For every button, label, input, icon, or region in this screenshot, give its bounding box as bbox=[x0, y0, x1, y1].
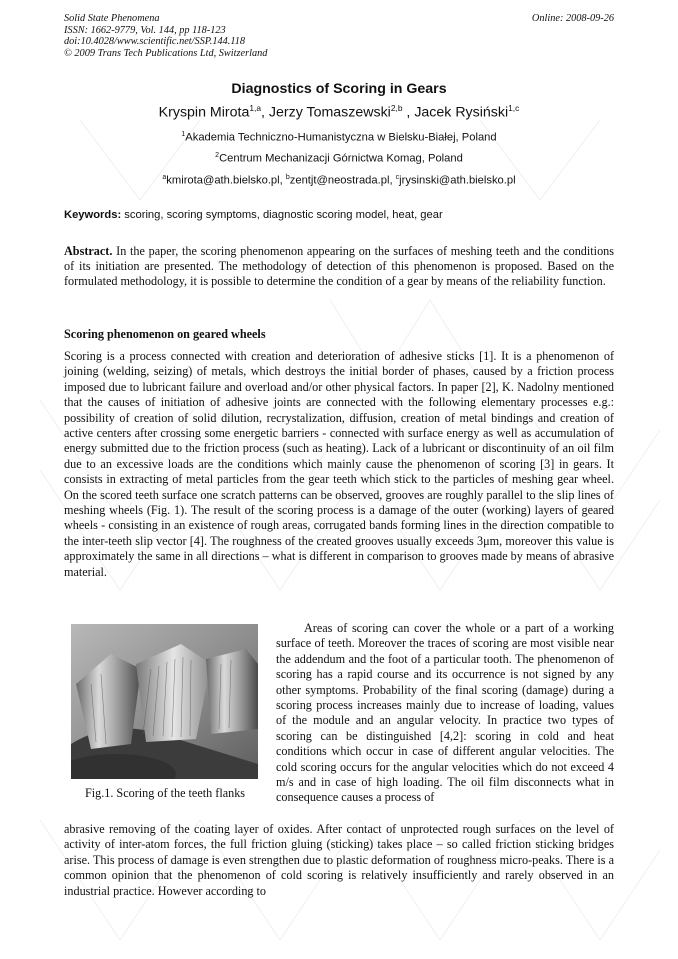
body-paragraph-2: Areas of scoring can cover the whole or a part of a working surface of teeth. Moreover the traces of scoring are most visible near the addendum and the foot of a particular tooth. The phenomenon of scoring has a rapid course and its occurrence is not signed by any other symptoms. Probability of the final scoring (damage) during a scoring process increases mainly due to increase of loading, values of the module and an angular velocity. In practice two types of scoring can be distinguished [4,2]: scoring in cold and heat conditions which occur in case of different angular velocities. The cold scoring occurs for the angular velocities which do not exceed 4 m/s and in case of high loading. The oil film disconnects what in consequence causes a process of bbox=[276, 621, 614, 805]
section-heading: Scoring phenomenon on geared wheels bbox=[64, 327, 266, 341]
journal-copyright: © 2009 Trans Tech Publications Ltd, Switzerland bbox=[64, 47, 268, 59]
email-superscript: b bbox=[285, 174, 290, 181]
author-superscript: 1,a bbox=[249, 103, 261, 113]
online-date: Online: 2008-09-26 bbox=[531, 13, 614, 24]
keywords-label: Keywords: bbox=[64, 209, 122, 221]
abstract-text: In the paper, the scoring phenomenon appearing on the surfaces of meshing teeth and the conditions of its initiation are presented. The methodology of detection of this phenomenon is proposed. Based on the formulated methodology, it is possible to determine the condition of a gear by means of the reliability function. bbox=[64, 244, 614, 289]
affiliation-superscript: 1 bbox=[181, 131, 186, 138]
affiliation-1 bbox=[64, 131, 614, 144]
author-separator: , bbox=[402, 104, 415, 121]
author-name: Jacek Rysiński bbox=[414, 104, 509, 121]
author-name: Kryspin Mirota bbox=[158, 104, 250, 121]
author-superscript: 2,b bbox=[390, 103, 403, 113]
figure-gear-photo bbox=[71, 624, 258, 779]
email-superscript: c bbox=[395, 174, 400, 181]
email-address[interactable]: kmirota@ath.bielsko.pl bbox=[166, 174, 280, 187]
affiliation-text: Akademia Techniczno-Humanistyczna w Bielsku-Białej, Poland bbox=[185, 131, 497, 144]
email-superscript: a bbox=[162, 174, 167, 181]
body-paragraph-3: abrasive removing of the coating layer of oxides. After contact of unprotected rough surfaces on the level of activity of inter-atom forces, the full friction gluing (sticking) takes place – so called friction sticking bridges arise. This process of damage is even strengthen due to plastic deformation of roughness micro-peaks. There is a common opinion that the phenomenon of cold scoring is relatively insufficiently and rarely observed in an industrial practice. However according to bbox=[64, 822, 614, 898]
author-name: Jerzy Tomaszewski bbox=[268, 104, 391, 121]
journal-name: Solid State Phenomena bbox=[64, 13, 160, 24]
affiliation-superscript: 2 bbox=[215, 152, 220, 159]
journal-doi: doi:10.4028/www.scientific.net/SSP.144.118 bbox=[64, 36, 246, 48]
email-address[interactable]: jrysinski@ath.bielsko.pl bbox=[399, 174, 516, 187]
email-address[interactable]: zentjt@neostrada.pl bbox=[289, 174, 390, 187]
affiliation-2 bbox=[64, 152, 614, 165]
affiliation-text: Centrum Mechanizacji Górnictwa Komag, Poland bbox=[219, 152, 463, 165]
author-list bbox=[44, 103, 634, 121]
figure-caption: Fig.1. Scoring of the teeth flanks bbox=[84, 786, 246, 800]
abstract bbox=[64, 244, 614, 290]
paper-title: Diagnostics of Scoring in Gears bbox=[231, 81, 447, 97]
author-superscript: 1,c bbox=[508, 103, 520, 113]
keywords-text: scoring, scoring symptoms, diagnostic scoring model, heat, gear bbox=[121, 209, 443, 221]
email-line bbox=[64, 174, 614, 187]
author-separator: , bbox=[261, 104, 269, 121]
gear-teeth-image bbox=[71, 624, 258, 779]
journal-header bbox=[64, 13, 444, 59]
journal-issn: ISSN: 1662-9779, Vol. 144, pp 118-123 bbox=[64, 24, 226, 36]
email-separator: , bbox=[389, 174, 396, 187]
email-separator: , bbox=[279, 174, 286, 187]
abstract-label: Abstract. bbox=[64, 244, 113, 258]
keywords bbox=[64, 209, 614, 221]
body-paragraph-1: Scoring is a process connected with creation and deterioration of adhesive sticks [1]. It is a phenomenon of joining (welding, seizing) of metals, which destroys the initial border of phases, caused by a friction process imposed due to lubricant failure and overload and/or other physical factors. In paper [2], K. Nadolny mentioned that the causes of initiation of adhesive joints are connected with the following elementary processes e.g.: possibility of creation of solid dilution, recrystalization, diffusion, creation of metal bindings and creation of active centers after crossing some energetic barriers - connected with surface energy as well as accumulation of energy submitted due to the friction process (such as heating). Lack of a lubricant or discontinuity of an oil film due to an excessive loads are the conditions which mainly cause the phenomenon of scoring [3] in gears. It consists in extracting of metal particles from the gear teeth which stick to the particles of meshing gear wheel. On the scored teeth surface one scratch patterns can be observed, grooves are roughly parallel to the slip lines of meshing wheels (Fig. 1). The result of the scoring process is a damage of the outer (working) layers of geared wheels - consisting in an existence of rough areas, corrugated bands forming lines in the direction compatible to the inter-teeth slip vector [4]. The roughness of the created grooves usually exceeds 3μm, moreover this value is approximately the same in all directions – what is different in comparison to grooves made by means of abrasive material. bbox=[64, 349, 614, 579]
